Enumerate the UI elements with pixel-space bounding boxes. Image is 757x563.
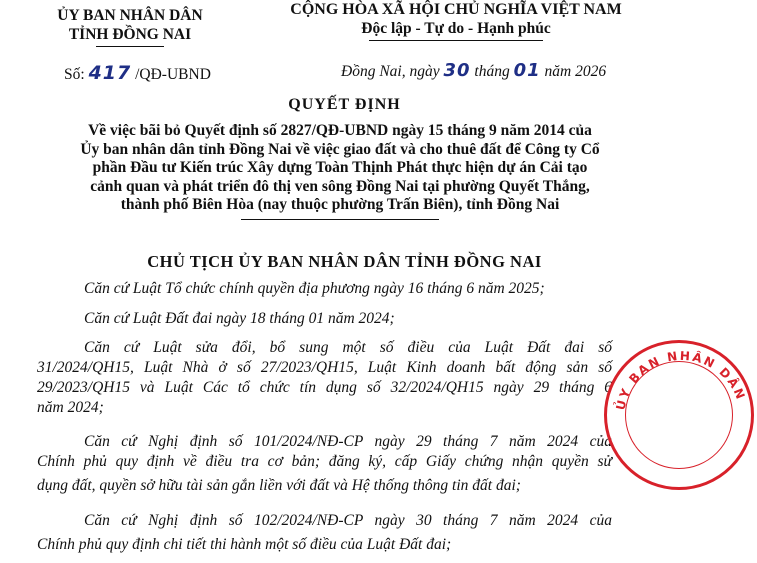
basis-paragraph-2: Căn cứ Luật Đất đai ngày 18 tháng 01 năm 2024; <box>84 310 395 327</box>
basis-paragraph-5-line: Căn cứ Nghị định số 102/2024/NĐ-CP ngày 30 tháng 7 năm 2024 của <box>84 512 612 529</box>
subject-line: cảnh quan và phát triển đô thị ven sông Đồng Nai tại phường Quyết Thắng, <box>90 177 590 195</box>
basis-paragraph-3-line: năm 2024; <box>37 399 104 416</box>
subject-line: Ủy ban nhân dân tỉnh Đồng Nai về việc giao đất và cho thuê đất để Công ty Cổ <box>80 140 600 158</box>
year-text: năm 2026 <box>544 63 607 80</box>
motto-underline <box>369 40 543 41</box>
basis-paragraph-3-line: 31/2024/QH15, Luật Nhà ở số 27/2023/QH15, Luật Kinh doanh bất động sản số <box>37 359 612 376</box>
doc-number-handwritten: 417 <box>88 62 132 84</box>
basis-paragraph-3-line: Căn cứ Luật sửa đổi, bổ sung một số điều của Luật Đất đai số <box>84 339 612 356</box>
issuing-agency <box>30 6 230 47</box>
subject-line: phần Đầu tư Kiến trúc Xây dựng Toàn Thịnh Phát thực hiện dự án Cải tạo <box>92 159 588 177</box>
svg-text:ỦY BAN NHÂN DÂN: ỦY BAN NHÂN DÂN <box>613 348 749 412</box>
basis-paragraph-5-line: Chính phủ quy định chi tiết thi hành một số điều của Luật Đất đai; <box>37 536 452 553</box>
date-day: 30 <box>443 60 471 81</box>
seal-lettering <box>607 343 757 493</box>
subject-line: thành phố Biên Hòa (nay thuộc phường Trấn Biên), tỉnh Đồng Nai <box>120 196 560 214</box>
subject-line: Về việc bãi bỏ Quyết định số 2827/QĐ-UBND ngày 15 tháng 9 năm 2014 của <box>88 122 592 139</box>
basis-paragraph-3-line: 29/2023/QH15 và Luật Các tổ chức tín dụng số 32/2024/QH15 ngày 29 tháng 6 <box>37 379 612 396</box>
place-and-date <box>341 60 606 81</box>
document-title: QUYẾT ĐỊNH <box>288 96 401 113</box>
agency-line-1: ỦY BAN NHÂN DÂN <box>57 7 203 24</box>
document-subject <box>30 122 650 220</box>
national-heading <box>236 0 676 41</box>
nation-motto: Độc lập - Tự do - Hạnh phúc <box>361 20 551 37</box>
date-month: 01 <box>513 60 541 81</box>
basis-paragraph-4-line: Chính phủ quy định về điều tra cơ bản; đăng ký, cấp Giấy chứng nhận quyền sử <box>37 453 612 470</box>
basis-paragraph-4-line: Căn cứ Nghị định số 101/2024/NĐ-CP ngày 29 tháng 7 năm 2024 của <box>84 433 612 450</box>
nation-line-1: CỘNG HÒA XÃ HỘI CHỦ NGHĨA VIỆT NAM <box>290 1 622 18</box>
document-number <box>64 62 211 84</box>
basis-paragraph-4-line: dụng đất, quyền sở hữu tài sản gắn liền với đất và Hệ thống thông tin đất đai; <box>37 477 521 494</box>
doc-number-suffix: /QĐ-UBND <box>135 66 211 83</box>
official-seal <box>604 340 754 490</box>
doc-number-prefix: Số: <box>64 66 85 83</box>
basis-paragraph-1: Căn cứ Luật Tổ chức chính quyền địa phương ngày 16 tháng 6 năm 2025; <box>84 280 545 297</box>
agency-line-2: TỈNH ĐỒNG NAI <box>68 26 192 43</box>
place-prefix: Đồng Nai, ngày <box>341 63 440 80</box>
authority-heading: CHỦ TỊCH ỦY BAN NHÂN DÂN TỈNH ĐỒNG NAI <box>147 252 542 271</box>
agency-underline <box>96 46 164 47</box>
month-label: tháng <box>474 63 510 80</box>
subject-underline <box>241 219 439 220</box>
